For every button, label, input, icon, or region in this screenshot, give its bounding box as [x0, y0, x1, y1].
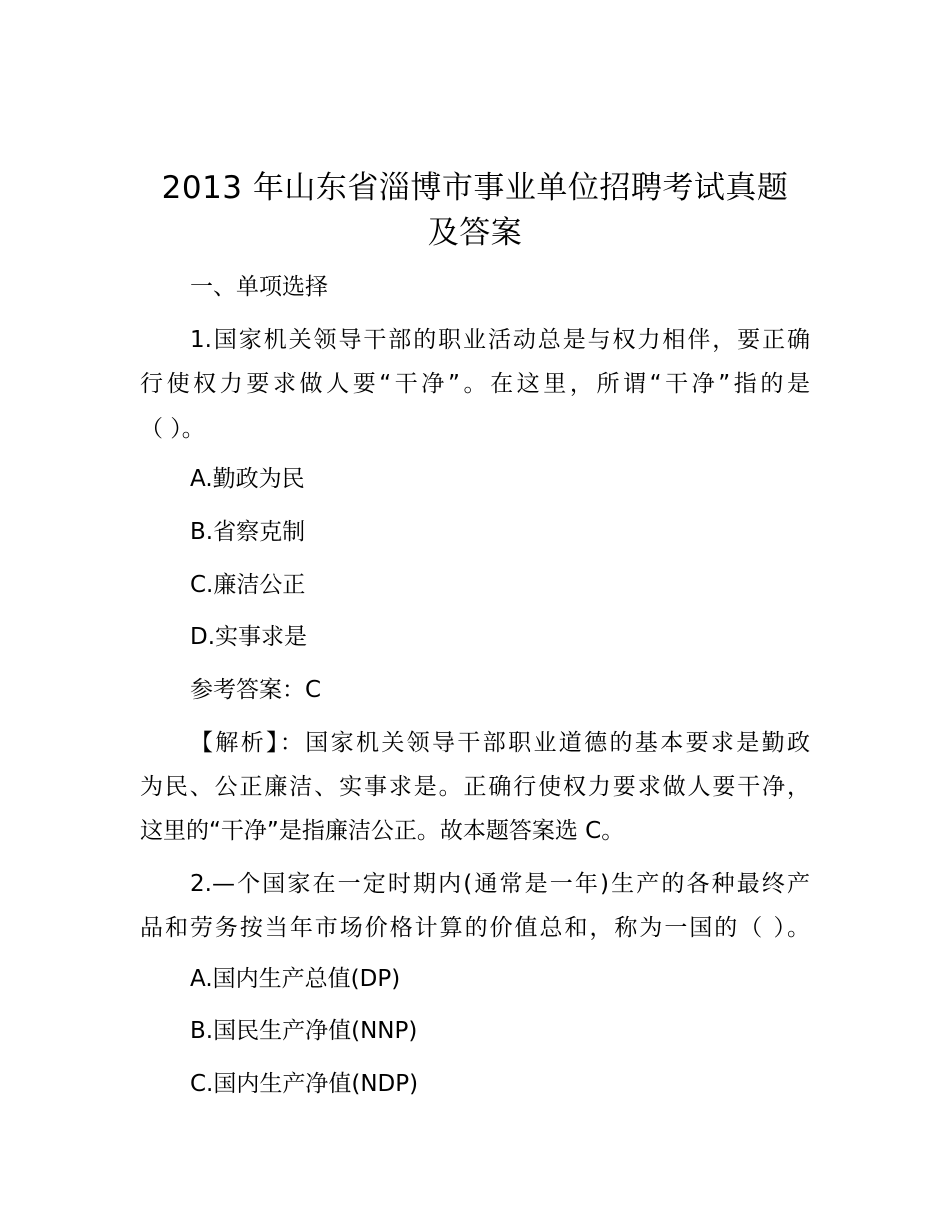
question-1-option-a: A.勤政为民 — [190, 466, 305, 492]
section-heading: 一、单项选择 — [190, 274, 328, 300]
question-1-option-b: B.省察克制 — [190, 519, 306, 545]
question-1-analysis-line3: 这里的“干净”是指廉洁公正。故本题答案选 C。 — [140, 818, 625, 844]
question-1-analysis-line2: 为民、公正廉洁、实事求是。正确行使权力要求做人要干净， — [140, 774, 810, 800]
question-1-text-line1: 1.国家机关领导干部的职业活动总是与权力相伴，要正确 — [190, 327, 810, 353]
question-1-text-line2: 行使权力要求做人要“干净”。在这里，所谓“干净”指的是 — [140, 371, 810, 397]
question-2-text-line2: 品和劳务按当年市场价格计算的价值总和，称为一国的（ ）。 — [140, 915, 810, 941]
document-title-line2: 及答案 — [427, 215, 523, 251]
question-1-text-line3: （ ）。 — [140, 416, 205, 442]
question-2-option-a: A.国内生产总值(DP) — [190, 966, 401, 992]
question-2-option-c: C.国内生产净值(NDP) — [190, 1071, 419, 1097]
question-1-option-d: D.实事求是 — [190, 624, 308, 650]
question-2-text-line1: 2.—个国家在一定时期内(通常是一年)生产的各种最终产 — [190, 871, 810, 897]
document-title-line1: 2013 年山东省淄博市事业单位招聘考试真题 — [161, 170, 789, 206]
question-1-analysis-line1: 【解析】：国家机关领导干部职业道德的基本要求是勤政 — [190, 730, 810, 756]
question-1-option-c: C.廉洁公正 — [190, 572, 306, 598]
question-2-option-b: B.国民生产净值(NNP) — [190, 1018, 418, 1044]
question-1-answer: 参考答案：C — [190, 677, 322, 703]
